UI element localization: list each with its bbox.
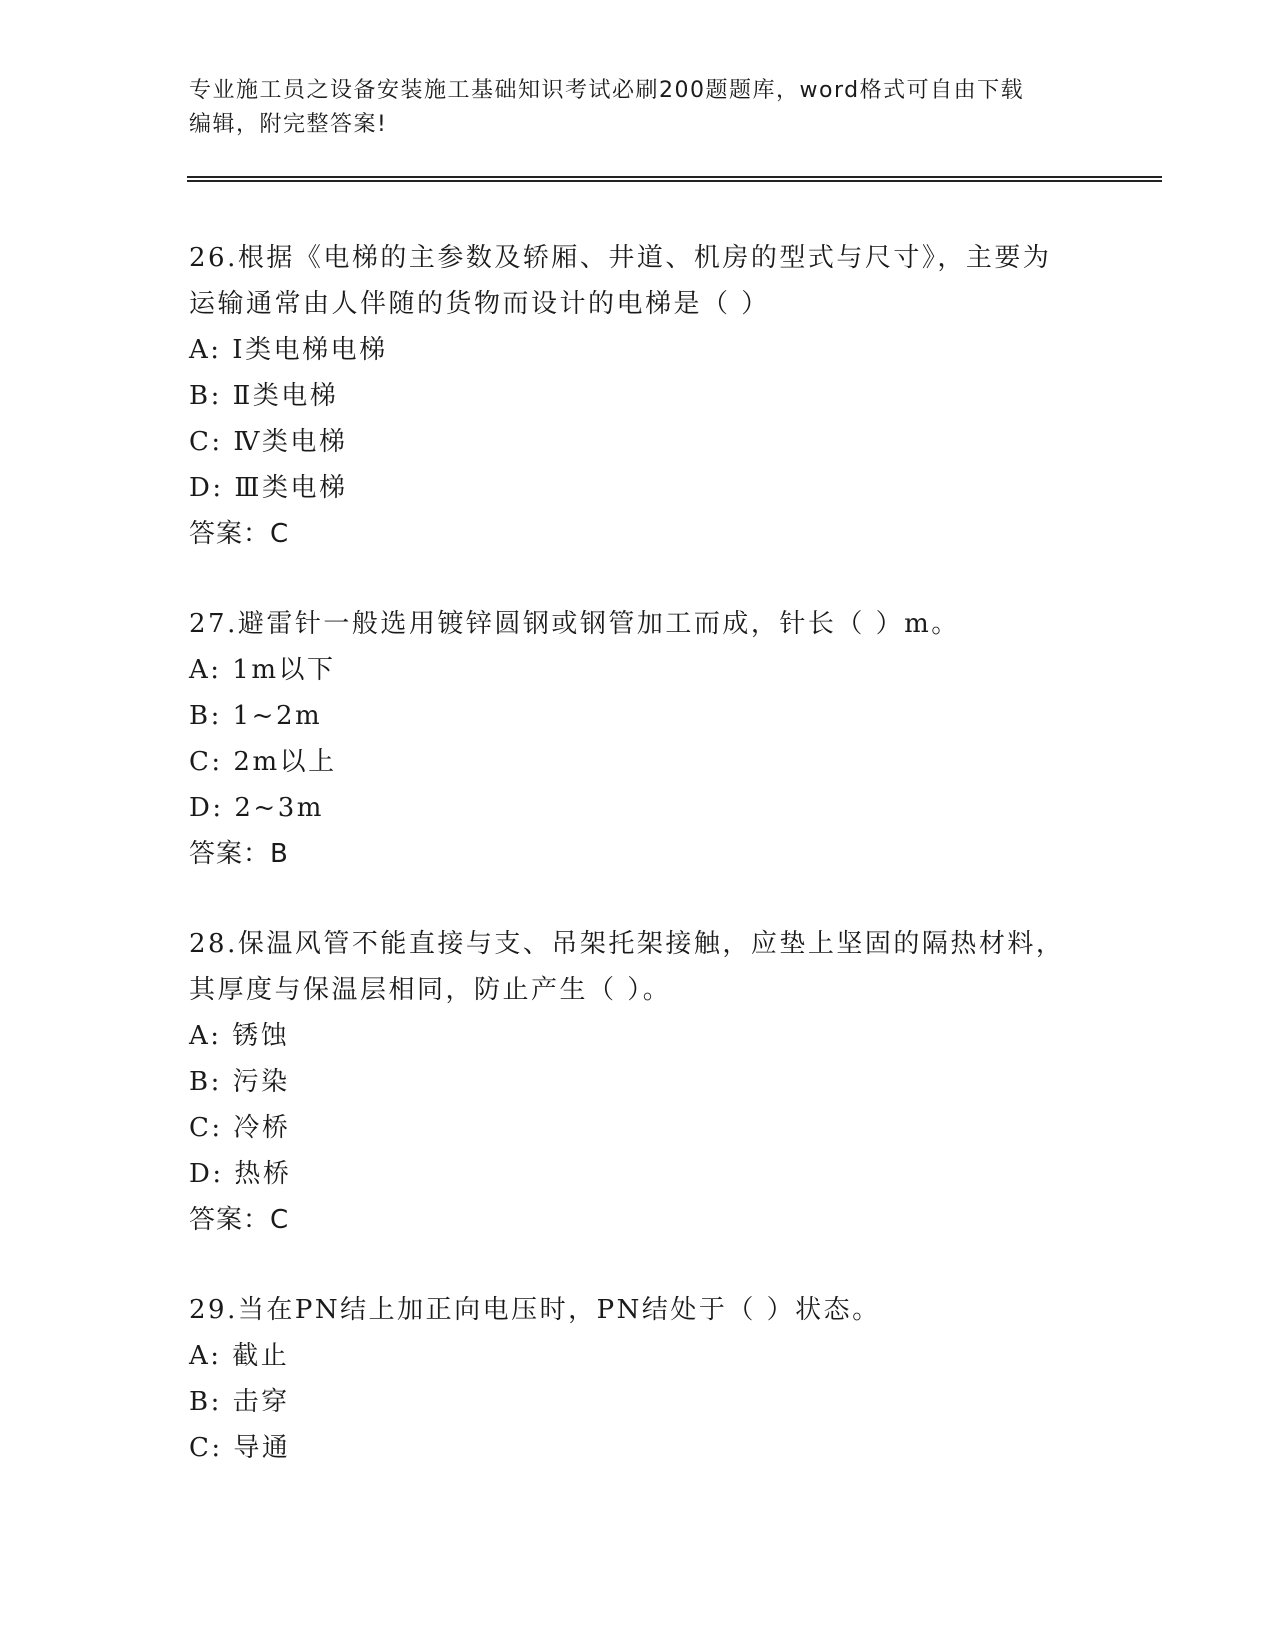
header-line-1: 专业施工员之设备安装施工基础知识考试必刷200题题库，word格式可自由下载 bbox=[189, 78, 1025, 103]
question-28 bbox=[189, 921, 1149, 1243]
question-number: 29. bbox=[189, 1295, 238, 1325]
answer-line: 答案：B bbox=[189, 839, 289, 869]
answer-line: 答案：C bbox=[189, 519, 290, 549]
option-c: C: 冷桥 bbox=[189, 1113, 291, 1143]
question-stem bbox=[189, 601, 1149, 647]
answer-line: 答案：C bbox=[189, 1205, 290, 1235]
option-d: D: 2~3m bbox=[189, 793, 324, 823]
option-c: C: Ⅳ类电梯 bbox=[189, 427, 348, 457]
question-list bbox=[189, 235, 1149, 1515]
question-number: 28. bbox=[189, 929, 238, 959]
option-b: B: 污染 bbox=[189, 1067, 290, 1097]
option-a: A: 锈蚀 bbox=[189, 1021, 290, 1051]
header-line-2: 编辑，附完整答案! bbox=[189, 112, 388, 137]
option-d: D: Ⅲ类电梯 bbox=[189, 473, 348, 503]
question-text-line-1: 避雷针一般选用镀锌圆钢或钢管加工而成，针长（ ）m。 bbox=[237, 609, 960, 639]
question-text-line-2: 运输通常由人伴随的货物而设计的电梯是（ ） bbox=[189, 289, 770, 319]
question-stem bbox=[189, 921, 1149, 967]
question-stem bbox=[189, 235, 1149, 281]
option-d: D: 热桥 bbox=[189, 1159, 292, 1189]
option-a: A: 1m以下 bbox=[189, 655, 336, 685]
question-number: 26. bbox=[189, 243, 238, 273]
header-divider-top bbox=[187, 176, 1162, 178]
option-b: B: Ⅱ类电梯 bbox=[189, 381, 339, 411]
question-text-line-1: 根据《电梯的主参数及轿厢、井道、机房的型式与尺寸》，主要为 bbox=[237, 243, 1052, 273]
document-header bbox=[189, 74, 1089, 142]
question-text-line-2: 其厚度与保温层相同，防止产生（ ）。 bbox=[189, 975, 672, 1005]
question-27 bbox=[189, 601, 1149, 877]
question-29 bbox=[189, 1287, 1149, 1471]
question-text-line-1: 保温风管不能直接与支、吊架托架接触，应垫上坚固的隔热材料， bbox=[237, 929, 1065, 959]
option-c: C: 导通 bbox=[189, 1433, 291, 1463]
question-26 bbox=[189, 235, 1149, 557]
option-b: B: 1~2m bbox=[189, 701, 323, 731]
option-c: C: 2m以上 bbox=[189, 747, 337, 777]
question-number: 27. bbox=[189, 609, 238, 639]
option-a: A: 截止 bbox=[189, 1341, 290, 1371]
option-a: A: Ⅰ类电梯电梯 bbox=[189, 335, 388, 365]
option-b: B: 击穿 bbox=[189, 1387, 290, 1417]
question-text-line-1: 当在PN结上加正向电压时，PN结处于（ ）状态。 bbox=[237, 1295, 881, 1325]
question-stem bbox=[189, 1287, 1149, 1333]
header-divider-bottom bbox=[187, 180, 1162, 182]
